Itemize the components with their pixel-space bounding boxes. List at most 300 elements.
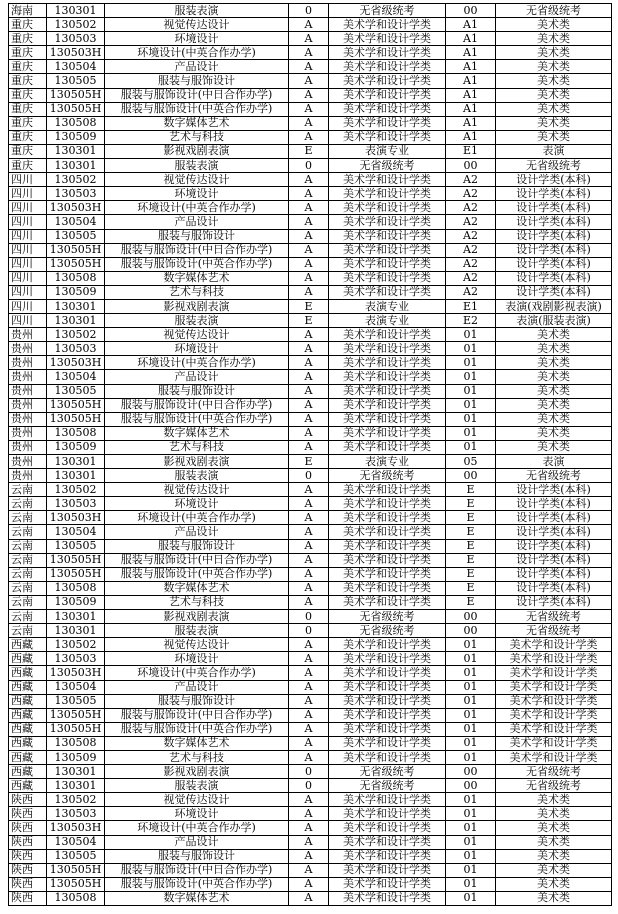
exam-code-cell: A (289, 173, 329, 187)
province-cell: 贵州 (9, 384, 47, 398)
table-row (9, 497, 612, 511)
major-name-cell: 视觉传达设计 (105, 793, 289, 807)
major-code-cell: 130505H (47, 88, 105, 102)
province-cell: 重庆 (9, 46, 47, 60)
major-name-cell: 服装与服饰设计 (105, 229, 289, 243)
exam-code-cell: A (289, 271, 329, 285)
exam-category-cell: 美术学和设计学类 (329, 257, 446, 271)
table-row (9, 455, 612, 469)
exam-code-cell: A (289, 680, 329, 694)
province-cell: 陕西 (9, 863, 47, 877)
major-name-cell: 产品设计 (105, 525, 289, 539)
category-code-cell: 01 (446, 426, 496, 440)
major-code-cell: 130505H (47, 243, 105, 257)
exam-code-cell: A (289, 595, 329, 609)
major-code-cell: 130505H (47, 863, 105, 877)
major-code-cell: 130301 (47, 779, 105, 793)
exam-category-cell: 美术学和设计学类 (329, 116, 446, 130)
province-cell: 陕西 (9, 891, 47, 905)
province-cell: 四川 (9, 285, 47, 299)
category-code-cell: 00 (446, 4, 496, 18)
exam-category-cell: 美术学和设计学类 (329, 708, 446, 722)
table-row (9, 46, 612, 60)
table-row (9, 666, 612, 680)
province-cell: 云南 (9, 595, 47, 609)
table-row (9, 88, 612, 102)
category-code-cell: 01 (446, 807, 496, 821)
category-code-cell: 01 (446, 793, 496, 807)
category-code-cell: 01 (446, 680, 496, 694)
table-row (9, 553, 612, 567)
exam-category-cell: 美术学和设计学类 (329, 201, 446, 215)
exam-code-cell: A (289, 708, 329, 722)
major-name-cell: 环境设计 (105, 342, 289, 356)
major-code-cell: 130301 (47, 314, 105, 328)
category-code-cell: 01 (446, 342, 496, 356)
exam-code-cell: A (289, 539, 329, 553)
exam-code-cell: A (289, 750, 329, 764)
major-name-cell: 服装表演 (105, 159, 289, 173)
category-code-cell: 00 (446, 765, 496, 779)
category-code-cell: A2 (446, 187, 496, 201)
province-cell: 重庆 (9, 32, 47, 46)
province-cell: 西藏 (9, 722, 47, 736)
major-name-cell: 视觉传达设计 (105, 328, 289, 342)
province-cell: 四川 (9, 201, 47, 215)
exam-category-cell: 无省级统考 (329, 469, 446, 483)
major-code-cell: 130508 (47, 581, 105, 595)
category-name-cell: 美术类 (496, 60, 612, 74)
exam-code-cell: 0 (289, 624, 329, 638)
major-name-cell: 服装表演 (105, 779, 289, 793)
major-name-cell: 艺术与科技 (105, 595, 289, 609)
province-cell: 四川 (9, 299, 47, 313)
province-cell: 重庆 (9, 144, 47, 158)
category-code-cell: 01 (446, 638, 496, 652)
table-row (9, 102, 612, 116)
category-code-cell: 00 (446, 779, 496, 793)
exam-category-cell: 美术学和设计学类 (329, 694, 446, 708)
category-code-cell: E (446, 539, 496, 553)
exam-code-cell: A (289, 18, 329, 32)
table-row (9, 370, 612, 384)
province-cell: 重庆 (9, 60, 47, 74)
major-name-cell: 服装与服饰设计 (105, 694, 289, 708)
category-code-cell: 01 (446, 849, 496, 863)
major-name-cell: 环境设计 (105, 187, 289, 201)
exam-category-cell: 美术学和设计学类 (329, 328, 446, 342)
table-row (9, 581, 612, 595)
table-row (9, 680, 612, 694)
province-cell: 云南 (9, 624, 47, 638)
major-code-cell: 130505H (47, 567, 105, 581)
exam-code-cell: A (289, 736, 329, 750)
exam-code-cell: A (289, 567, 329, 581)
exam-category-cell: 美术学和设计学类 (329, 807, 446, 821)
province-cell: 云南 (9, 497, 47, 511)
category-name-cell: 美术类 (496, 821, 612, 835)
major-code-cell: 130503H (47, 821, 105, 835)
table-row (9, 271, 612, 285)
exam-code-cell: A (289, 666, 329, 680)
major-code-cell: 130503 (47, 32, 105, 46)
major-name-cell: 视觉传达设计 (105, 18, 289, 32)
exam-code-cell: 0 (289, 779, 329, 793)
province-cell: 云南 (9, 511, 47, 525)
category-code-cell: A2 (446, 243, 496, 257)
major-code-cell: 130505 (47, 229, 105, 243)
category-name-cell: 美术类 (496, 398, 612, 412)
category-name-cell: 无省级统考 (496, 469, 612, 483)
category-name-cell: 美术类 (496, 863, 612, 877)
major-name-cell: 数字媒体艺术 (105, 426, 289, 440)
exam-category-cell: 美术学和设计学类 (329, 46, 446, 60)
major-name-cell: 服装与服饰设计(中英合作办学) (105, 257, 289, 271)
category-code-cell: E1 (446, 299, 496, 313)
table-row (9, 314, 612, 328)
category-name-cell: 无省级统考 (496, 610, 612, 624)
exam-code-cell: A (289, 201, 329, 215)
category-code-cell: 01 (446, 412, 496, 426)
province-cell: 四川 (9, 229, 47, 243)
province-cell: 西藏 (9, 666, 47, 680)
exam-category-cell: 美术学和设计学类 (329, 877, 446, 891)
category-name-cell: 表演 (496, 144, 612, 158)
category-code-cell: E (446, 595, 496, 609)
table-row (9, 539, 612, 553)
major-name-cell: 环境设计 (105, 497, 289, 511)
exam-category-cell: 美术学和设计学类 (329, 722, 446, 736)
major-name-cell: 影视戏剧表演 (105, 455, 289, 469)
major-code-cell: 130301 (47, 4, 105, 18)
table-row (9, 821, 612, 835)
major-name-cell: 服装与服饰设计 (105, 74, 289, 88)
province-cell: 陕西 (9, 821, 47, 835)
major-code-cell: 130505 (47, 384, 105, 398)
table-row (9, 483, 612, 497)
category-name-cell: 设计学类(本科) (496, 567, 612, 581)
major-code-cell: 130509 (47, 285, 105, 299)
province-cell: 贵州 (9, 469, 47, 483)
category-code-cell: A1 (446, 60, 496, 74)
exam-category-cell: 无省级统考 (329, 624, 446, 638)
exam-category-cell: 无省级统考 (329, 779, 446, 793)
category-name-cell: 设计学类(本科) (496, 497, 612, 511)
exam-category-cell: 美术学和设计学类 (329, 370, 446, 384)
exam-code-cell: A (289, 722, 329, 736)
category-name-cell: 无省级统考 (496, 765, 612, 779)
exam-category-cell: 美术学和设计学类 (329, 666, 446, 680)
category-code-cell: A2 (446, 271, 496, 285)
province-cell: 云南 (9, 581, 47, 595)
major-code-cell: 130503H (47, 356, 105, 370)
category-code-cell: 00 (446, 469, 496, 483)
table-row (9, 877, 612, 891)
major-code-cell: 130502 (47, 638, 105, 652)
major-name-cell: 服装与服饰设计(中日合作办学) (105, 88, 289, 102)
category-code-cell: A1 (446, 116, 496, 130)
major-name-cell: 服装与服饰设计 (105, 384, 289, 398)
major-code-cell: 130505H (47, 412, 105, 426)
category-name-cell: 设计学类(本科) (496, 173, 612, 187)
major-code-cell: 130503H (47, 46, 105, 60)
table-row (9, 398, 612, 412)
category-name-cell: 美术类 (496, 370, 612, 384)
table-row (9, 835, 612, 849)
major-name-cell: 服装与服饰设计(中英合作办学) (105, 722, 289, 736)
major-name-cell: 艺术与科技 (105, 130, 289, 144)
table-row (9, 638, 612, 652)
province-cell: 陕西 (9, 807, 47, 821)
major-code-cell: 130503 (47, 497, 105, 511)
major-name-cell: 环境设计(中英合作办学) (105, 666, 289, 680)
major-code-cell: 130505H (47, 708, 105, 722)
major-name-cell: 环境设计 (105, 807, 289, 821)
table-row (9, 356, 612, 370)
major-name-cell: 数字媒体艺术 (105, 891, 289, 905)
major-code-cell: 130505H (47, 877, 105, 891)
category-code-cell: E2 (446, 314, 496, 328)
table-row (9, 229, 612, 243)
major-name-cell: 服装与服饰设计(中英合作办学) (105, 877, 289, 891)
exam-code-cell: A (289, 229, 329, 243)
major-code-cell: 130508 (47, 891, 105, 905)
province-cell: 西藏 (9, 652, 47, 666)
category-code-cell: E1 (446, 144, 496, 158)
table-row (9, 863, 612, 877)
exam-code-cell: A (289, 863, 329, 877)
major-code-cell: 130505 (47, 694, 105, 708)
province-cell: 四川 (9, 257, 47, 271)
province-cell: 陕西 (9, 849, 47, 863)
exam-code-cell: A (289, 398, 329, 412)
table-row (9, 130, 612, 144)
major-code-cell: 130508 (47, 736, 105, 750)
category-name-cell: 美术类 (496, 807, 612, 821)
table-row (9, 469, 612, 483)
category-name-cell: 美术类 (496, 342, 612, 356)
province-cell: 贵州 (9, 328, 47, 342)
exam-code-cell: A (289, 497, 329, 511)
major-name-cell: 环境设计 (105, 652, 289, 666)
province-cell: 四川 (9, 173, 47, 187)
category-name-cell: 设计学类(本科) (496, 215, 612, 229)
major-name-cell: 产品设计 (105, 680, 289, 694)
category-code-cell: E (446, 511, 496, 525)
category-name-cell: 美术学和设计学类 (496, 652, 612, 666)
category-code-cell: 01 (446, 835, 496, 849)
major-name-cell: 影视戏剧表演 (105, 144, 289, 158)
exam-category-cell: 美术学和设计学类 (329, 271, 446, 285)
major-code-cell: 130502 (47, 793, 105, 807)
major-name-cell: 服装与服饰设计(中英合作办学) (105, 567, 289, 581)
major-code-cell: 130301 (47, 299, 105, 313)
exam-category-cell: 美术学和设计学类 (329, 356, 446, 370)
table-row (9, 201, 612, 215)
category-code-cell: A1 (446, 130, 496, 144)
table-row (9, 595, 612, 609)
category-code-cell: 00 (446, 624, 496, 638)
exam-category-cell: 美术学和设计学类 (329, 187, 446, 201)
category-name-cell: 设计学类(本科) (496, 285, 612, 299)
province-cell: 重庆 (9, 116, 47, 130)
province-cell: 贵州 (9, 342, 47, 356)
category-name-cell: 美术学和设计学类 (496, 736, 612, 750)
category-name-cell: 美术类 (496, 891, 612, 905)
exam-category-cell: 表演专业 (329, 314, 446, 328)
major-code-cell: 130503 (47, 342, 105, 356)
category-code-cell: A1 (446, 18, 496, 32)
category-code-cell: E (446, 483, 496, 497)
exam-code-cell: E (289, 314, 329, 328)
category-code-cell: A2 (446, 285, 496, 299)
province-cell: 西藏 (9, 750, 47, 764)
category-name-cell: 美术类 (496, 849, 612, 863)
exam-category-cell: 美术学和设计学类 (329, 74, 446, 88)
exam-category-cell: 表演专业 (329, 455, 446, 469)
major-code-cell: 130503 (47, 187, 105, 201)
major-name-cell: 服装表演 (105, 314, 289, 328)
major-name-cell: 服装与服饰设计(中日合作办学) (105, 708, 289, 722)
major-code-cell: 130301 (47, 610, 105, 624)
category-name-cell: 美术类 (496, 384, 612, 398)
province-cell: 四川 (9, 271, 47, 285)
exam-category-cell: 美术学和设计学类 (329, 426, 446, 440)
exam-category-cell: 美术学和设计学类 (329, 511, 446, 525)
table-row (9, 173, 612, 187)
exam-code-cell: A (289, 877, 329, 891)
major-code-cell: 130504 (47, 835, 105, 849)
table-row (9, 116, 612, 130)
category-name-cell: 美术学和设计学类 (496, 680, 612, 694)
province-cell: 云南 (9, 483, 47, 497)
category-code-cell: 01 (446, 722, 496, 736)
category-name-cell: 美术类 (496, 426, 612, 440)
table-row (9, 750, 612, 764)
province-cell: 重庆 (9, 18, 47, 32)
major-code-cell: 130503H (47, 666, 105, 680)
exam-code-cell: A (289, 511, 329, 525)
category-code-cell: A1 (446, 46, 496, 60)
admissions-table (8, 3, 612, 906)
category-code-cell: A1 (446, 74, 496, 88)
category-name-cell: 设计学类(本科) (496, 201, 612, 215)
category-code-cell: A2 (446, 201, 496, 215)
province-cell: 贵州 (9, 356, 47, 370)
major-name-cell: 环境设计(中英合作办学) (105, 356, 289, 370)
major-name-cell: 服装表演 (105, 624, 289, 638)
exam-code-cell: A (289, 243, 329, 257)
exam-code-cell: 0 (289, 159, 329, 173)
exam-category-cell: 美术学和设计学类 (329, 229, 446, 243)
category-code-cell: A1 (446, 32, 496, 46)
major-code-cell: 130509 (47, 130, 105, 144)
category-code-cell: E (446, 553, 496, 567)
exam-code-cell: A (289, 74, 329, 88)
exam-code-cell: E (289, 144, 329, 158)
category-code-cell: 01 (446, 398, 496, 412)
major-name-cell: 服装与服饰设计(中日合作办学) (105, 243, 289, 257)
table-row (9, 74, 612, 88)
table-row (9, 807, 612, 821)
major-name-cell: 服装与服饰设计 (105, 539, 289, 553)
table-row (9, 285, 612, 299)
exam-category-cell: 美术学和设计学类 (329, 525, 446, 539)
category-name-cell: 设计学类(本科) (496, 581, 612, 595)
exam-category-cell: 美术学和设计学类 (329, 567, 446, 581)
province-cell: 陕西 (9, 877, 47, 891)
exam-code-cell: A (289, 525, 329, 539)
category-code-cell: 01 (446, 440, 496, 454)
category-name-cell: 美术类 (496, 328, 612, 342)
exam-code-cell: 0 (289, 4, 329, 18)
category-code-cell: A2 (446, 215, 496, 229)
major-code-cell: 130505 (47, 74, 105, 88)
exam-code-cell: A (289, 285, 329, 299)
province-cell: 西藏 (9, 638, 47, 652)
major-code-cell: 130508 (47, 271, 105, 285)
category-name-cell: 美术学和设计学类 (496, 750, 612, 764)
major-code-cell: 130505H (47, 102, 105, 116)
province-cell: 贵州 (9, 426, 47, 440)
category-code-cell: 01 (446, 750, 496, 764)
category-code-cell: 01 (446, 708, 496, 722)
province-cell: 西藏 (9, 765, 47, 779)
category-code-cell: 01 (446, 694, 496, 708)
major-code-cell: 130505 (47, 539, 105, 553)
exam-code-cell: A (289, 694, 329, 708)
major-code-cell: 130504 (47, 60, 105, 74)
exam-category-cell: 美术学和设计学类 (329, 398, 446, 412)
table-row (9, 793, 612, 807)
province-cell: 贵州 (9, 455, 47, 469)
province-cell: 贵州 (9, 370, 47, 384)
table-row (9, 257, 612, 271)
major-name-cell: 服装与服饰设计(中日合作办学) (105, 553, 289, 567)
exam-code-cell: A (289, 257, 329, 271)
major-name-cell: 服装与服饰设计 (105, 849, 289, 863)
category-name-cell: 美术类 (496, 877, 612, 891)
province-cell: 四川 (9, 243, 47, 257)
exam-category-cell: 美术学和设计学类 (329, 891, 446, 905)
exam-category-cell: 美术学和设计学类 (329, 102, 446, 116)
major-name-cell: 视觉传达设计 (105, 173, 289, 187)
major-name-cell: 数字媒体艺术 (105, 271, 289, 285)
category-code-cell: 01 (446, 370, 496, 384)
major-name-cell: 产品设计 (105, 215, 289, 229)
major-name-cell: 服装与服饰设计(中日合作办学) (105, 863, 289, 877)
category-code-cell: A1 (446, 88, 496, 102)
exam-code-cell: A (289, 116, 329, 130)
category-name-cell: 美术类 (496, 74, 612, 88)
major-name-cell: 数字媒体艺术 (105, 116, 289, 130)
exam-category-cell: 美术学和设计学类 (329, 863, 446, 877)
major-code-cell: 130502 (47, 483, 105, 497)
major-code-cell: 130301 (47, 624, 105, 638)
table-row (9, 32, 612, 46)
category-code-cell: E (446, 497, 496, 511)
province-cell: 四川 (9, 215, 47, 229)
exam-code-cell: A (289, 793, 329, 807)
province-cell: 贵州 (9, 398, 47, 412)
category-code-cell: E (446, 525, 496, 539)
province-cell: 西藏 (9, 708, 47, 722)
exam-category-cell: 美术学和设计学类 (329, 60, 446, 74)
category-name-cell: 美术类 (496, 116, 612, 130)
exam-category-cell: 美术学和设计学类 (329, 793, 446, 807)
category-name-cell: 美术类 (496, 88, 612, 102)
exam-category-cell: 美术学和设计学类 (329, 285, 446, 299)
